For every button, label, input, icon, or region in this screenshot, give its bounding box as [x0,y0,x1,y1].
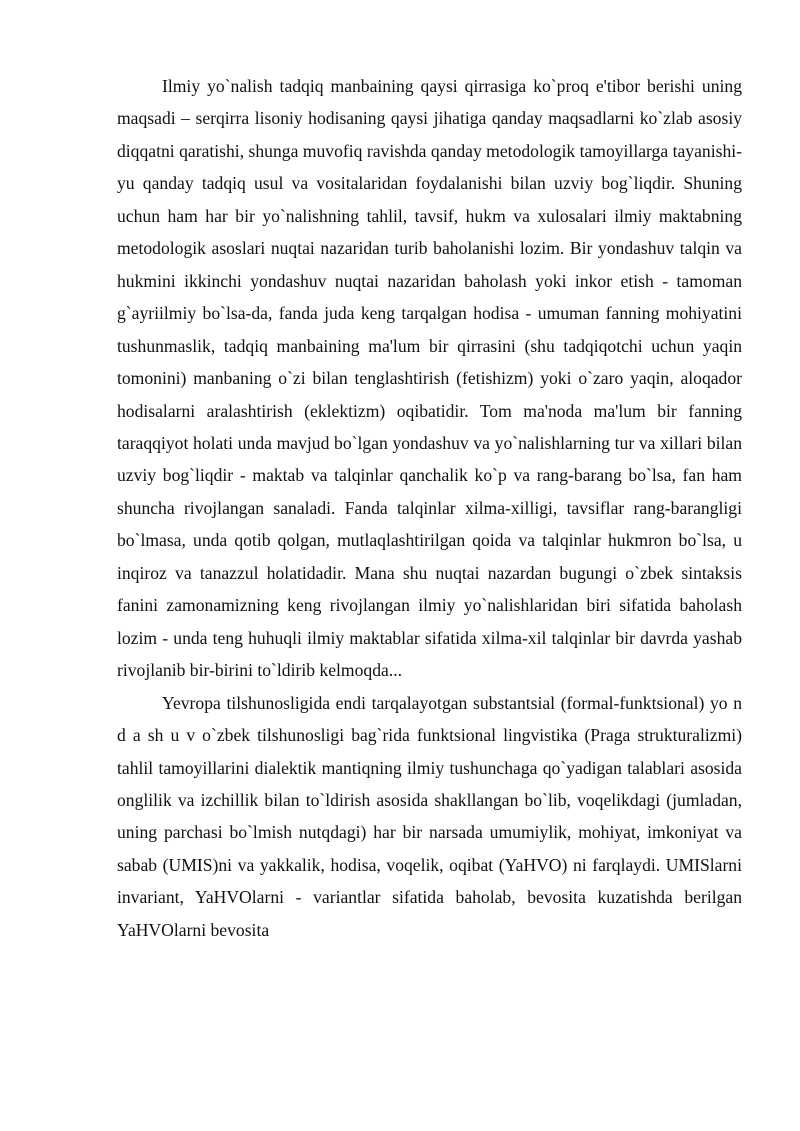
paragraph-2: Yevropa tilshunosligida endi tarqalayotgan substantsial (formal-funktsional) yo n d a sh u v o`zbek tilshunosligi bag`rida funktsional lingvistika (Praga strukturalizmi) tahlil tamoyillarini dialektik mantiqning ilmiy tushunchaga qo`yadigan talablari asosida onglilik va izchillik bilan to`ldirish asosida shakllangan bo`lib, voqelikdagi (jumladan, uning parchasi bo`lmish nutqdagi) har bir narsada umumiylik, mohiyat, imkoniyat va sabab (UMIS)ni va yakkalik, hodisa, voqelik, oqibat (YaHVO) ni farqlaydi. UMISlarni invariant, YaHVOlarni - variantlar sifatida baholab, bevosita kuzatishda berilgan YaHVOlarni bevosita [117,692,742,940]
paragraph-1: Ilmiy yo`nalish tadqiq manbaining qaysi qirrasiga ko`proq e'tibor berishi uning maqsadi – serqirra lisoniy hodisaning qaysi jihatiga qanday maqsadlarni ko`zlab asosiy diqqatni qaratishi, shunga muvofiq ravishda qanday metodologik tamoyillarga tayanishi-yu qanday tadqiq usul va vositalaridan foydalanishi bilan uzviy bog`liqdir. Shuning uchun ham har bir yo`nalishning tahlil, tavsif, hukm va xulosalari ilmiy maktabning metodologik asoslari nuqtai nazaridan turib baholanishi lozim. Bir yondashuv talqin va hukmini ikkinchi yondashuv nuqtai nazaridan baholash yoki inkor etish - tamoman g`ayriilmiy bo`lsa-da, fanda juda keng tarqalgan hodisa - umuman fanning mohiyatini tushunmaslik, tadqiq manbaining ma'lum bir qirrasini (shu tadqiqotchi uchun yaqin tomonini) manbaning o`zi bilan tenglashtirish (fetishizm) yoki o`zaro yaqin, aloqador hodisalarni aralashtirish (eklektizm) oqibatidir. Tom ma'noda ma'lum bir fanning taraqqiyot holati unda mavjud bo`lgan yondashuv va yo`nalishlarning tur va xillari bilan uzviy bog`liqdir - maktab va talqinlar qanchalik ko`p va rang-barang bo`lsa, fan ham shuncha rivojlangan sanaladi. Fanda talqinlar xilma-xilligi, tavsiflar rang-barangligi bo`lmasa, unda qotib qolgan, mutlaqlashtirilgan qoida va talqinlar hukmron bo`lsa, u inqiroz va tanazzul holatidadir. Mana shu nuqtai nazardan bugungi o`zbek sintaksis fanini zamonamizning keng rivojlangan ilmiy yo`nalishlaridan biri sifatida baholash lozim - unda teng huhuqli ilmiy maktablar sifatida xilma-xil talqinlar bir davrda yashab rivojlanib bir-birini to`ldirib kelmoqda... [117,76,742,681]
document-page [117,70,742,946]
